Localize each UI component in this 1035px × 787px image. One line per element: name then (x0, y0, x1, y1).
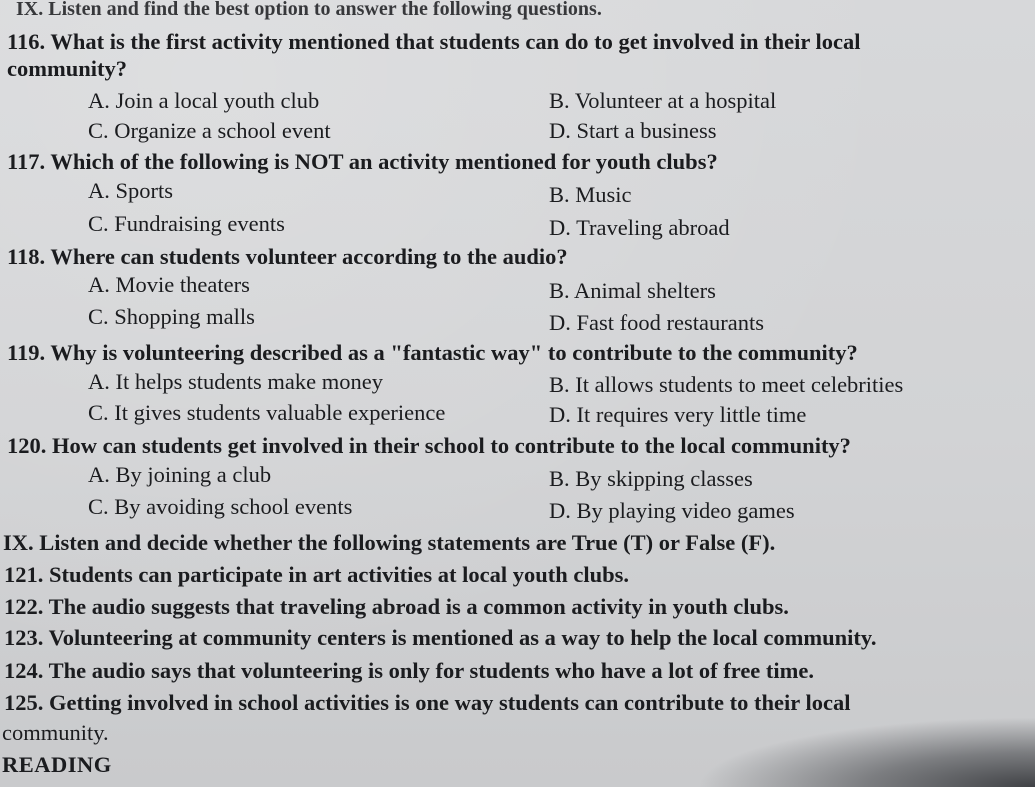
question-117-option-d: D. Traveling abroad (549, 215, 730, 240)
section-header-true-false: IX. Listen and decide whether the following statements are True (T) or False (F). (3, 530, 776, 555)
question-120-option-d: D. By playing video games (549, 498, 795, 523)
question-120-option-c: C. By avoiding school events (88, 494, 353, 519)
reading-heading: READING (2, 752, 112, 777)
statement-121: 121. Students can participate in art activities at local youth clubs. (4, 562, 629, 587)
question-118-option-b: B. Animal shelters (549, 278, 716, 303)
question-119-option-b: B. It allows students to meet celebrities (549, 372, 904, 397)
question-120-option-a: A. By joining a club (88, 462, 272, 487)
question-119-option-a: A. It helps students make money (88, 369, 383, 394)
question-119-option-d: D. It requires very little time (549, 402, 807, 427)
statement-125: 125. Getting involved in school activities is one way students can contribute to their local (4, 690, 851, 715)
question-118-option-d: D. Fast food restaurants (549, 310, 764, 335)
question-118-option-a: A. Movie theaters (88, 272, 250, 297)
page-shadow (695, 717, 1035, 787)
question-116-option-a: A. Join a local youth club (88, 88, 320, 113)
question-119-option-c: C. It gives students valuable experience (88, 400, 446, 425)
question-116-stem-continued: community? (7, 56, 127, 81)
statement-123: 123. Volunteering at community centers is mentioned as a way to help the local community. (4, 625, 877, 650)
statement-122: 122. The audio suggests that traveling abroad is a common activity in youth clubs. (4, 594, 789, 619)
question-120-stem: 120. How can students get involved in their school to contribute to the local community? (7, 433, 851, 458)
question-117-stem: 117. Which of the following is NOT an activity mentioned for youth clubs? (7, 149, 718, 174)
question-118-stem: 118. Where can students volunteer according to the audio? (7, 244, 568, 269)
statement-124: 124. The audio says that volunteering is only for students who have a lot of free time. (4, 658, 815, 683)
question-116-stem: 116. What is the first activity mentioned that students can do to get involved in their local (7, 29, 861, 54)
question-116-option-d: D. Start a business (549, 118, 717, 143)
question-116-option-c: C. Organize a school event (88, 118, 331, 143)
statement-125-continued: community. (2, 720, 109, 745)
question-117-option-c: C. Fundraising events (88, 211, 285, 236)
question-120-option-b: B. By skipping classes (549, 466, 753, 491)
question-116-option-b: B. Volunteer at a hospital (549, 88, 777, 113)
question-118-option-c: C. Shopping malls (88, 304, 255, 329)
section-header-multiple-choice: IX. Listen and find the best option to answer the following questions. (16, 0, 602, 20)
question-117-option-a: A. Sports (88, 178, 174, 203)
question-119-stem: 119. Why is volunteering described as a "fantastic way" to contribute to the community? (7, 340, 858, 365)
question-117-option-b: B. Music (549, 182, 632, 207)
